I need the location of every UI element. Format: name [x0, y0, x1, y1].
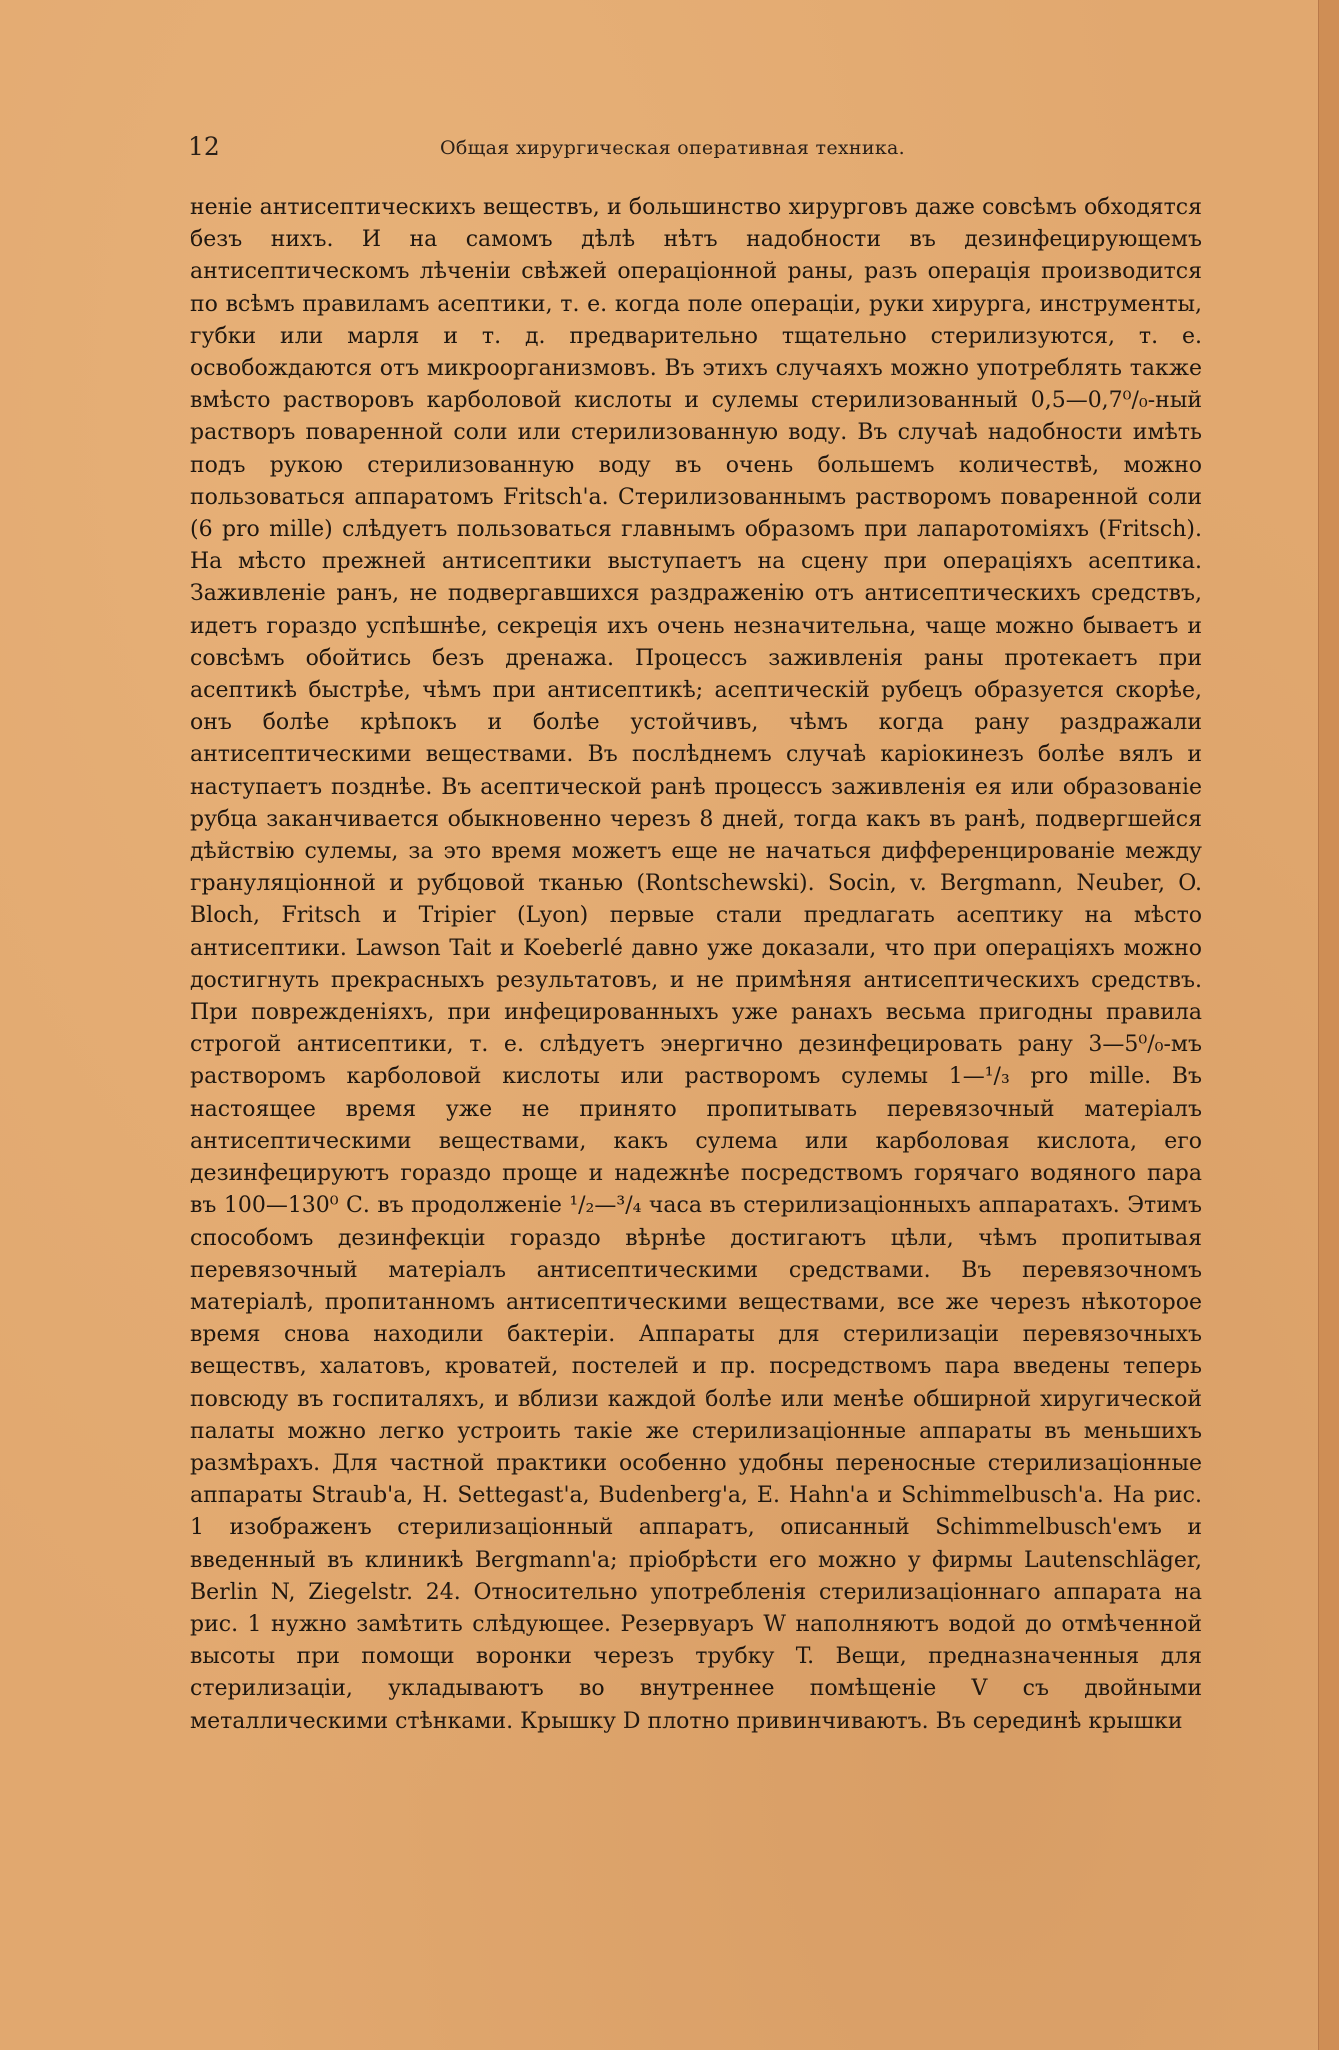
running-title: Общая хирургическая оперативная техника.	[440, 137, 905, 159]
running-head	[188, 132, 1188, 162]
page-number: 12	[188, 132, 220, 161]
body-paragraph: неніе антисептическихъ веществъ, и большинство хирурговъ даже совсѣмъ обходятся безъ нихъ. И на самомъ дѣлѣ нѣтъ надобности въ дезинфецирующемъ антисептическомъ лѣченіи свѣжей операціонной раны, разъ операція производится по всѣмъ правиламъ асептики, т. е. когда поле операціи, руки хирурга, инструменты, губки или марля и т. д. предварительно тщательно стерилизуются, т. е. освобождаются отъ микроорганизмовъ. Въ этихъ случаяхъ можно употреблять также вмѣсто растворовъ карболовой кислоты и сулемы стерилизованный 0,5—0,7⁰/₀-ный растворъ поваренной соли или стерилизованную воду. Въ случаѣ надобности имѣть подъ рукою стерилизованную воду въ очень большемъ количествѣ, можно пользоваться аппаратомъ Fritsch'а. Стерилизованнымъ растворомъ поваренной соли (6 pro mille) слѣдуетъ пользоваться главнымъ образомъ при лапаротоміяхъ (Fritsch). На мѣсто прежней антисептики выступаетъ на сцену при операціяхъ асептика. Заживленіе ранъ, не подвергавшихся раздраженію отъ антисептическихъ средствъ, идетъ гораздо успѣшнѣе, секреція ихъ очень незначительна, чаще можно бываетъ и совсѣмъ обойтись безъ дренажа. Процессъ заживленія раны протекаетъ при асептикѣ быстрѣе, чѣмъ при антисептикѣ; асептическій рубецъ образуется скорѣе, онъ болѣе крѣпокъ и болѣе устойчивъ, чѣмъ когда рану раздражали антисептическими веществами. Въ послѣднемъ случаѣ каріокинезъ болѣе вялъ и наступаетъ позднѣе. Въ асептической ранѣ процессъ заживленія ея или образованіе рубца заканчивается обыкновенно черезъ 8 дней, тогда какъ въ ранѣ, подвергшейся дѣйствію сулемы, за это время можетъ еще не начаться дифференцированіе между грануляціонной и рубцовой тканью (Rontschewski). Socin, v. Bergmann, Neuber, O. Bloch, Fritsch и Tripier (Lyon) первые стали предлагать асептику на мѣсто антисептики. Lawson Tait и Koeberlé давно уже доказали, что при операціяхъ можно достигнуть прекрасныхъ результатовъ, и не примѣняя антисептическихъ средствъ. При поврежденіяхъ, при инфецированныхъ уже ранахъ весьма пригодны правила строгой антисептики, т. е. слѣдуетъ энергично дезинфецировать рану 3—5⁰/₀-мъ растворомъ карболовой кислоты или растворомъ сулемы 1—¹/₃ pro mille. Въ настоящее время уже не принято пропитывать перевязочный матеріалъ антисептическими веществами, какъ сулема или карболовая кислота, его дезинфецируютъ гораздо проще и надежнѣе посредствомъ горячаго водяного пара въ 100—130⁰ С. въ продолженіе ¹/₂—³/₄ часа въ стерилизаціонныхъ аппаратахъ. Этимъ способомъ дезинфекціи гораздо вѣрнѣе достигаютъ цѣли, чѣмъ пропитывая перевязочный матеріалъ антисептическими средствами. Въ перевязочномъ матеріалѣ, пропитанномъ антисептическими веществами, все же черезъ нѣкоторое время снова находили бактеріи. Аппараты для стерилизаціи перевязочныхъ веществъ, халатовъ, кроватей, постелей и пр. посредствомъ пара введены теперь повсюду въ госпиталяхъ, и вблизи каждой болѣе или менѣе обширной хиругической палаты можно легко устроить такіе же стерилизаціонные аппараты въ меньшихъ размѣрахъ. Для частной практики особенно удобны переносные стерилизаціонные аппараты Straub'а, H. Settegast'а, Budenberg'а, E. Hahn'а и Schimmelbusch'а. На рис. 1 изображенъ стерилизаціонный аппаратъ, описанный Schimmelbusch'емъ и введенный въ клиникѣ Bergmann'а; пріобрѣсти его можно у фирмы Lautenschläger, Berlin N, Ziegelstr. 24. Относительно употребленія стерилизаціоннаго аппарата на рис. 1 нужно замѣтить слѣдующее. Резервуаръ W наполняютъ водой до отмѣченной высоты при помощи воронки черезъ трубку T. Вещи, предназначенныя для стерилизаціи, укладываютъ во внутреннее помѣщеніе V съ двойными металлическими стѣнками. Крышку D плотно привинчиваютъ. Въ серединѣ крышки	[190, 195, 1202, 1734]
page-edge	[1318, 0, 1339, 2050]
